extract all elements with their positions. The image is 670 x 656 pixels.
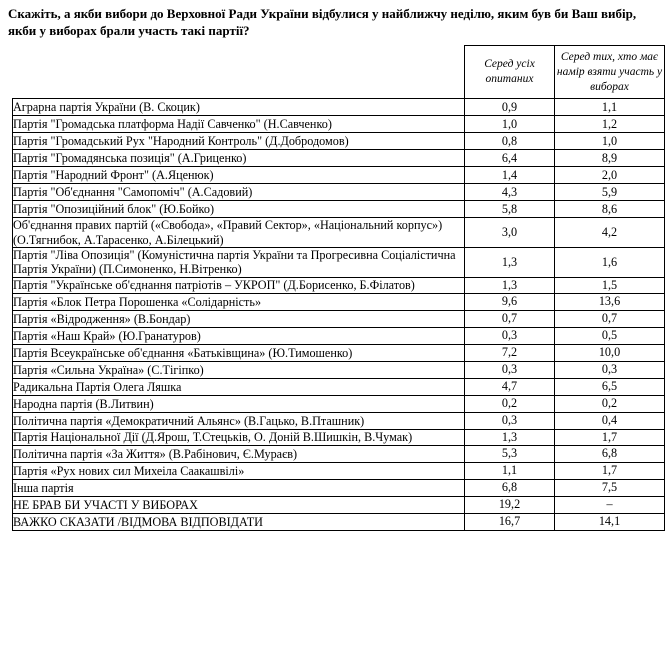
all-respondents-value: 0,8 bbox=[465, 133, 555, 150]
party-name-cell: ВАЖКО СКАЗАТИ /ВІДМОВА ВІДПОВІДАТИ bbox=[13, 513, 465, 530]
table-row bbox=[13, 327, 665, 344]
table-row bbox=[13, 361, 665, 378]
table-row bbox=[13, 277, 665, 293]
all-respondents-value: 0,3 bbox=[465, 412, 555, 429]
intend-to-vote-value: 0,7 bbox=[555, 310, 665, 327]
all-respondents-value: 4,3 bbox=[465, 184, 555, 201]
table-row bbox=[13, 133, 665, 150]
intend-to-vote-value: 1,5 bbox=[555, 277, 665, 293]
intend-to-vote-value: 1,7 bbox=[555, 462, 665, 479]
question-text: Скажіть, а якби вибори до Верховної Ради України відбулися у найближчу неділю, яким був би Ваш вибір, якби у виборах брали участь такі партії? bbox=[8, 6, 637, 38]
table-row bbox=[13, 445, 665, 462]
intend-to-vote-value: 1,6 bbox=[555, 248, 665, 278]
intend-to-vote-value: 8,9 bbox=[555, 150, 665, 167]
party-name-cell: Аграрна партія України (В. Скоцик) bbox=[13, 99, 465, 116]
table-row bbox=[13, 479, 665, 496]
intend-to-vote-value: 1,7 bbox=[555, 429, 665, 445]
all-respondents-value: 9,6 bbox=[465, 293, 555, 310]
party-name-cell: Партія "Народний Фронт" (А.Яценюк) bbox=[13, 167, 465, 184]
all-respondents-value: 7,2 bbox=[465, 344, 555, 361]
table-row bbox=[13, 462, 665, 479]
all-respondents-value: 0,3 bbox=[465, 327, 555, 344]
intend-to-vote-value: – bbox=[555, 496, 665, 513]
all-respondents-value: 6,4 bbox=[465, 150, 555, 167]
all-respondents-value: 5,8 bbox=[465, 201, 555, 218]
party-name-cell: Інша партія bbox=[13, 479, 465, 496]
intend-to-vote-value: 0,5 bbox=[555, 327, 665, 344]
party-name-cell: Партія "Українське об'єднання патріотів – УКРОП" (Д.Борисенко, Б.Філатов) bbox=[13, 277, 465, 293]
all-respondents-value: 1,0 bbox=[465, 116, 555, 133]
intend-to-vote-value: 0,4 bbox=[555, 412, 665, 429]
all-respondents-value: 1,4 bbox=[465, 167, 555, 184]
all-respondents-value: 1,1 bbox=[465, 462, 555, 479]
all-respondents-value: 1,3 bbox=[465, 277, 555, 293]
intend-to-vote-value: 1,0 bbox=[555, 133, 665, 150]
all-respondents-value: 1,3 bbox=[465, 248, 555, 278]
intend-to-vote-value: 1,1 bbox=[555, 99, 665, 116]
party-name-cell: Партія "Громадянська позиція" (А.Гриценко) bbox=[13, 150, 465, 167]
party-name-cell: Політична партія «За Життя» (В.Рабінович, Є.Мураєв) bbox=[13, 445, 465, 462]
intend-to-vote-value: 7,5 bbox=[555, 479, 665, 496]
table-row bbox=[13, 496, 665, 513]
party-name-cell: Партія Всеукраїнське об'єднання «Батьківщина» (Ю.Тимошенко) bbox=[13, 344, 465, 361]
column-header-all-respondents: Серед усіх опитаних bbox=[465, 46, 555, 99]
party-name-cell: Об'єднання правих партій («Свобода», «Правий Сектор», «Національний корпус») (О.Тягнибок, А.Тарасенко, А.Білецький) bbox=[13, 218, 465, 248]
table-row bbox=[13, 99, 665, 116]
column-header-party bbox=[13, 46, 465, 99]
table-row bbox=[13, 248, 665, 278]
table-row bbox=[13, 310, 665, 327]
intend-to-vote-value: 6,5 bbox=[555, 378, 665, 395]
intend-to-vote-value: 8,6 bbox=[555, 201, 665, 218]
party-name-cell: Партія «Наш Край» (Ю.Гранатуров) bbox=[13, 327, 465, 344]
all-respondents-value: 0,2 bbox=[465, 395, 555, 412]
all-respondents-value: 16,7 bbox=[465, 513, 555, 530]
party-name-cell: НЕ БРАВ БИ УЧАСТІ У ВИБОРАХ bbox=[13, 496, 465, 513]
table-row bbox=[13, 513, 665, 530]
table-row bbox=[13, 167, 665, 184]
all-respondents-value: 0,9 bbox=[465, 99, 555, 116]
intend-to-vote-value: 13,6 bbox=[555, 293, 665, 310]
table-row bbox=[13, 184, 665, 201]
table-row bbox=[13, 429, 665, 445]
party-name-cell: Народна партія (В.Литвин) bbox=[13, 395, 465, 412]
all-respondents-value: 5,3 bbox=[465, 445, 555, 462]
poll-results-table bbox=[12, 45, 665, 531]
table-row bbox=[13, 412, 665, 429]
party-name-cell: Партія "Об'єднання "Самопоміч" (А.Садовий) bbox=[13, 184, 465, 201]
party-name-cell: Радикальна Партія Олега Ляшка bbox=[13, 378, 465, 395]
table-row bbox=[13, 293, 665, 310]
table-row bbox=[13, 150, 665, 167]
party-name-cell: Партія "Ліва Опозиція" (Комуністична партія України та Прогресивна Соціалістична Партія України) (П.Симоненко, Н.Вітренко) bbox=[13, 248, 465, 278]
table-row bbox=[13, 116, 665, 133]
party-name-cell: Партія «Блок Петра Порошенка «Солідарність» bbox=[13, 293, 465, 310]
party-name-cell: Партія «Сильна Україна» (С.Тігіпко) bbox=[13, 361, 465, 378]
intend-to-vote-value: 10,0 bbox=[555, 344, 665, 361]
party-name-cell: Партія "Опозиційний блок" (Ю.Бойко) bbox=[13, 201, 465, 218]
intend-to-vote-value: 5,9 bbox=[555, 184, 665, 201]
intend-to-vote-value: 1,2 bbox=[555, 116, 665, 133]
all-respondents-value: 0,3 bbox=[465, 361, 555, 378]
table-row bbox=[13, 218, 665, 248]
party-name-cell: Політична партія «Демократичний Альянс» (В.Гацько, В.Пташник) bbox=[13, 412, 465, 429]
all-respondents-value: 0,7 bbox=[465, 310, 555, 327]
all-respondents-value: 4,7 bbox=[465, 378, 555, 395]
intend-to-vote-value: 4,2 bbox=[555, 218, 665, 248]
all-respondents-value: 19,2 bbox=[465, 496, 555, 513]
party-name-cell: Партія «Рух нових сил Михеіла Саакашвілі» bbox=[13, 462, 465, 479]
all-respondents-value: 3,0 bbox=[465, 218, 555, 248]
party-name-cell: Партія "Громадський Рух "Народний Контроль" (Д.Добродомов) bbox=[13, 133, 465, 150]
intend-to-vote-value: 6,8 bbox=[555, 445, 665, 462]
table-header bbox=[13, 46, 665, 99]
intend-to-vote-value: 0,3 bbox=[555, 361, 665, 378]
table-row bbox=[13, 344, 665, 361]
table-header-row bbox=[13, 46, 665, 99]
table-row bbox=[13, 378, 665, 395]
all-respondents-value: 1,3 bbox=[465, 429, 555, 445]
table-body bbox=[13, 99, 665, 531]
party-name-cell: Партія «Відродження» (В.Бондар) bbox=[13, 310, 465, 327]
table-row bbox=[13, 201, 665, 218]
intend-to-vote-value: 14,1 bbox=[555, 513, 665, 530]
intend-to-vote-value: 0,2 bbox=[555, 395, 665, 412]
party-name-cell: Партія Національної Дії (Д.Ярош, Т.Стецьків, О. Доній В.Шишкін, В.Чумак) bbox=[13, 429, 465, 445]
column-header-intend-to-vote: Серед тих, хто має намір взяти участь у виборах bbox=[555, 46, 665, 99]
table-row bbox=[13, 395, 665, 412]
party-name-cell: Партія "Громадська платформа Надії Савченко" (Н.Савченко) bbox=[13, 116, 465, 133]
all-respondents-value: 6,8 bbox=[465, 479, 555, 496]
intend-to-vote-value: 2,0 bbox=[555, 167, 665, 184]
